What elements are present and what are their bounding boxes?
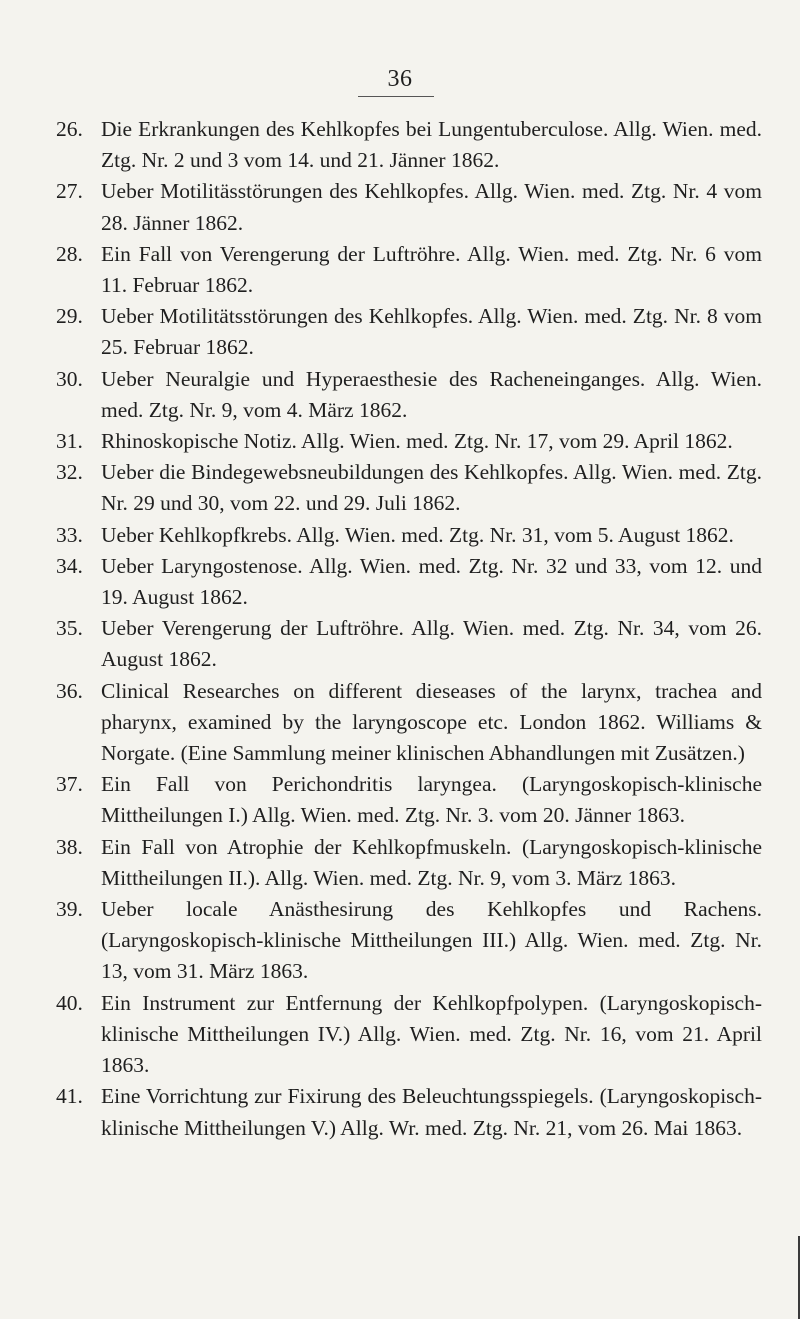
bibliography-entry [56, 364, 762, 426]
bibliography-entry [56, 894, 762, 988]
bibliography-entry [56, 457, 762, 519]
entry-text: Rhinoskopische Notiz. Allg. Wien. med. Ztg. Nr. 17, vom 29. April 1862. [101, 429, 733, 454]
page-number: 36 [387, 66, 413, 92]
bibliography-entry [56, 301, 762, 363]
entry-number: 38. [56, 834, 83, 859]
entry-number: 28. [56, 241, 83, 266]
entry-number: 37. [56, 772, 83, 797]
bibliography-entry [56, 988, 762, 1082]
entry-number: 39. [56, 897, 83, 922]
entry-text: Ueber locale Anästhesirung des Kehlkopfes und Rachens. (Laryngoskopisch-klinische Mittheilungen III.) Allg. Wien. med. Ztg. Nr. 13, vom 31. März 1863. [101, 897, 762, 984]
entry-number: 41. [56, 1084, 83, 1109]
entry-text: Ueber Motilitätsstörungen des Kehlkopfes. Allg. Wien. med. Ztg. Nr. 8 vom 25. Februar 1862. [101, 304, 762, 360]
page-number-underline [358, 96, 434, 97]
entry-text: Ein Instrument zur Entfernung der Kehlkopfpolypen. (Laryngoskopisch-klinische Mittheilungen IV.) Allg. Wien. med. Ztg. Nr. 16, vom 21. April 1863. [101, 990, 762, 1078]
entry-number: 27. [56, 179, 83, 204]
entry-number: 35. [56, 616, 83, 641]
entry-text: Ueber die Bindegewebsneubildungen des Kehlkopfes. Allg. Wien. med. Ztg. Nr. 29 und 30, vom 22. und 29. Juli 1862. [101, 460, 762, 516]
bibliography-entry [56, 426, 762, 457]
entry-number: 36. [56, 678, 83, 703]
entry-text: Ueber Verengerung der Luftröhre. Allg. Wien. med. Ztg. Nr. 34, vom 26. August 1862. [101, 616, 762, 672]
bibliography-entry [56, 239, 762, 301]
bibliography-entry [56, 176, 762, 238]
bibliography-entry [56, 676, 762, 770]
entry-text: Ueber Laryngostenose. Allg. Wien. med. Ztg. Nr. 32 und 33, vom 12. und 19. August 1862. [101, 553, 762, 610]
bibliography-entry [56, 551, 762, 613]
entry-text: Ein Fall von Atrophie der Kehlkopfmuskeln. (Laryngoskopisch-klinische Mittheilungen II.). Allg. Wien. med. Ztg. Nr. 9, vom 3. März 1863. [101, 834, 762, 890]
entry-text: Die Erkrankungen des Kehlkopfes bei Lungentuberculose. Allg. Wien. med. Ztg. Nr. 2 und 3 vom 14. und 21. Jänner 1862. [101, 117, 762, 173]
entry-number: 30. [56, 366, 83, 391]
entry-text: Eine Vorrichtung zur Fixirung des Beleuchtungsspiegels. (Laryngoskopisch-klinische Mittheilungen V.) Allg. Wr. med. Ztg. Nr. 21, vom 26. Mai 1863. [101, 1084, 762, 1140]
bibliography-list [56, 114, 762, 1144]
bibliography-entry [56, 114, 762, 176]
bibliography-entry [56, 769, 762, 831]
entry-number: 32. [56, 460, 83, 485]
entry-number: 34. [56, 553, 83, 578]
entry-text: Clinical Researches on different dieseases of the larynx, trachea and pharynx, examined by the laryngoscope etc. London 1862. Williams & Norgate. (Eine Sammlung meiner klinischen Abhandlungen mit Zusätzen.) [101, 678, 762, 766]
bibliography-entry [56, 1081, 762, 1143]
entry-number: 31. [56, 429, 83, 454]
entry-number: 40. [56, 990, 83, 1015]
bibliography-entry [56, 832, 762, 894]
entry-number: 33. [56, 522, 83, 547]
entry-number: 26. [56, 117, 83, 141]
bibliography-entry [56, 520, 762, 551]
entry-number: 29. [56, 304, 83, 329]
entry-text: Ueber Kehlkopfkrebs. Allg. Wien. med. Ztg. Nr. 31, vom 5. August 1862. [101, 522, 734, 547]
bibliography-entry [56, 613, 762, 675]
entry-text: Ueber Neuralgie und Hyperaesthesie des Racheneinganges. Allg. Wien. med. Ztg. Nr. 9, vom 4. März 1862. [101, 366, 762, 422]
entry-text: Ein Fall von Verengerung der Luftröhre. Allg. Wien. med. Ztg. Nr. 6 vom 11. Februar 1862. [101, 241, 762, 298]
entry-text: Ein Fall von Perichondritis laryngea. (Laryngoskopisch-klinische Mittheilungen I.) Allg. Wien. med. Ztg. Nr. 3. vom 20. Jänner 1863. [101, 772, 762, 828]
entry-text: Ueber Motilitässtörungen des Kehlkopfes. Allg. Wien. med. Ztg. Nr. 4 vom 28. Jänner 1862. [101, 179, 762, 235]
